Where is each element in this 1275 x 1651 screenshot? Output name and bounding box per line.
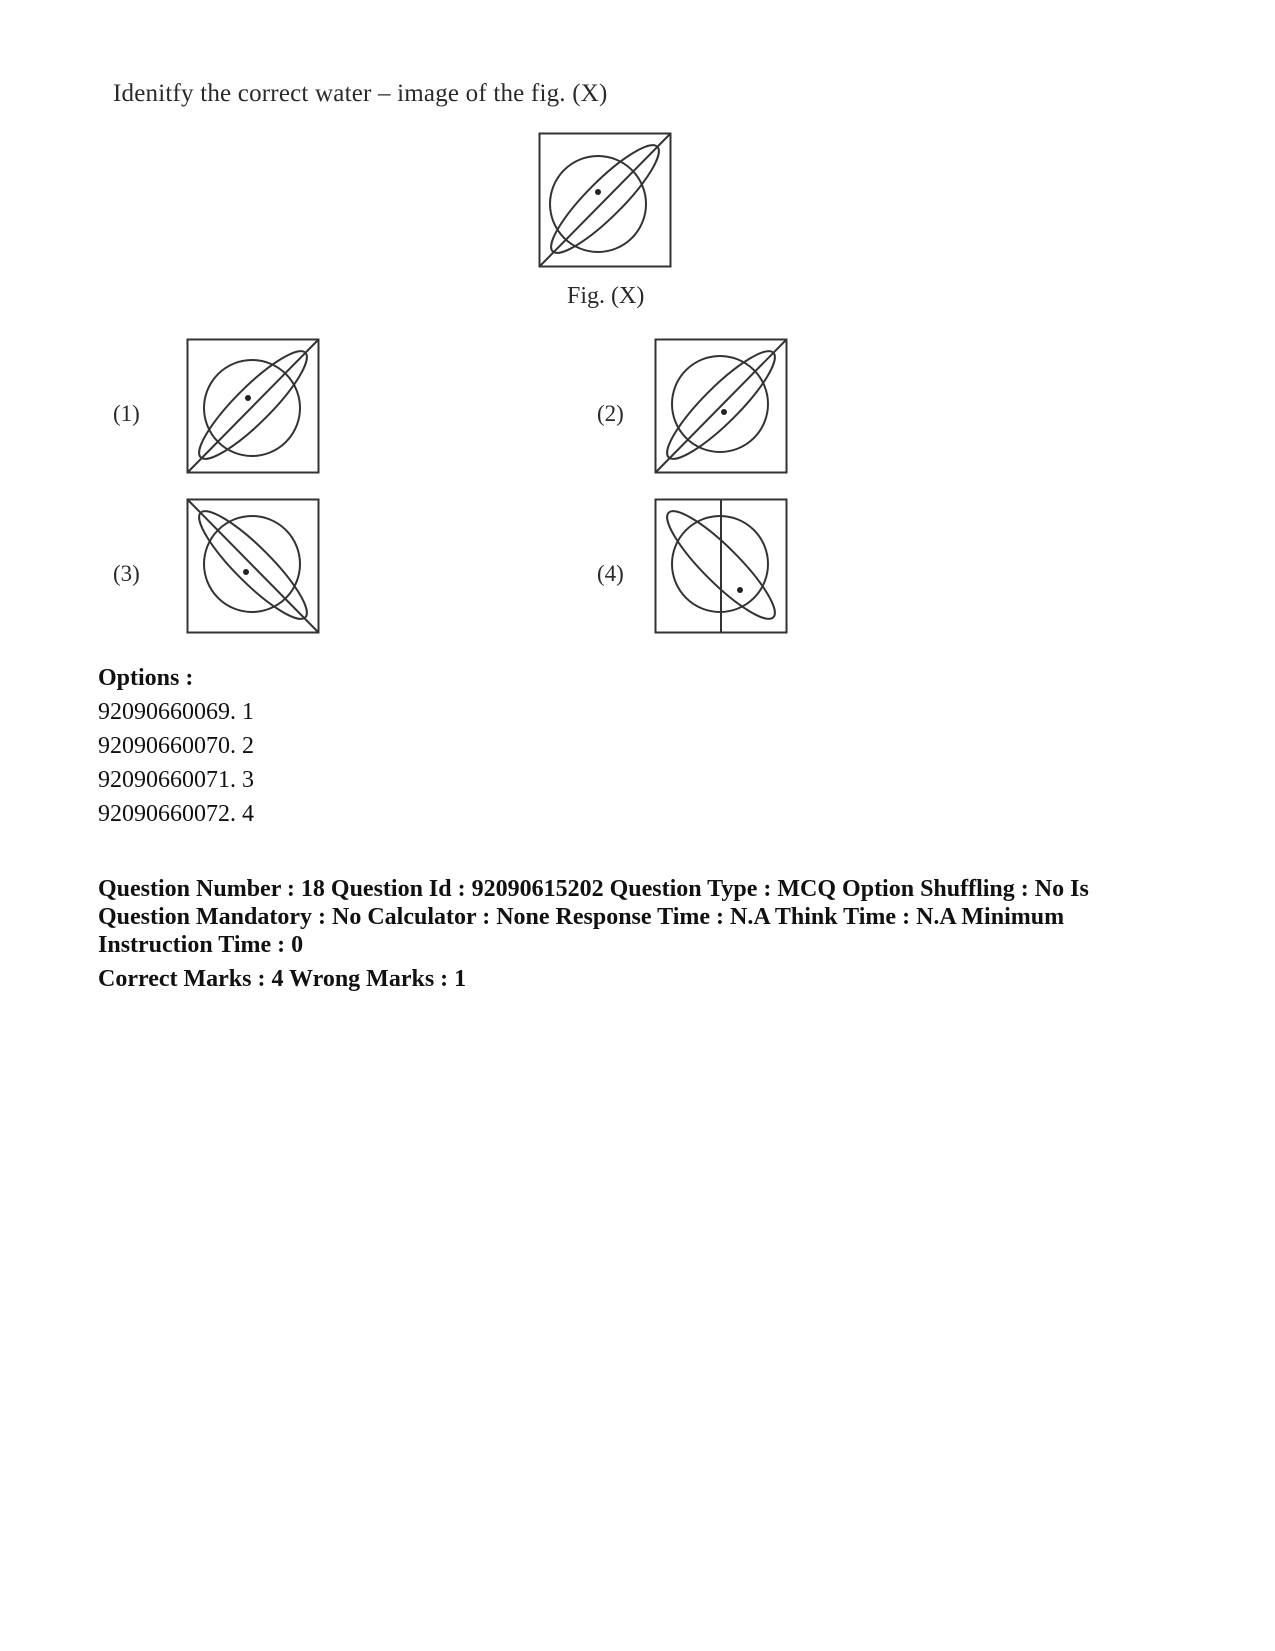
question-metadata: Question Number : 18 Question Id : 92090615202 Question Type : MCQ Option Shuffling : No Is Question Mandatory : No Calculator : None Response Time : N.A Think Time : N.A Minimum Instruction Time : 0 xyxy=(98,876,1089,958)
answer-figure-1 xyxy=(186,338,320,474)
question-text: Idenitfy the correct water – image of the fig. (X) xyxy=(113,80,608,107)
figure-label-2: (2) xyxy=(597,401,624,426)
figure-caption: Fig. (X) xyxy=(567,283,645,309)
answer-figure-2 xyxy=(654,338,788,474)
figure-label-3: (3) xyxy=(113,561,140,586)
figure-label-1: (1) xyxy=(113,401,140,426)
option-item-3: 92090660071. 3 xyxy=(98,767,254,793)
answer-figure-3 xyxy=(186,498,320,634)
figure-label-4: (4) xyxy=(597,561,624,586)
options-title: Options : xyxy=(98,665,194,691)
option-item-2: 92090660070. 2 xyxy=(98,733,254,759)
marks-info: Correct Marks : 4 Wrong Marks : 1 xyxy=(98,966,467,992)
answer-figure-4 xyxy=(654,498,788,634)
option-item-4: 92090660072. 4 xyxy=(98,801,254,827)
option-item-1: 92090660069. 1 xyxy=(98,699,254,725)
figure-x xyxy=(538,132,672,268)
